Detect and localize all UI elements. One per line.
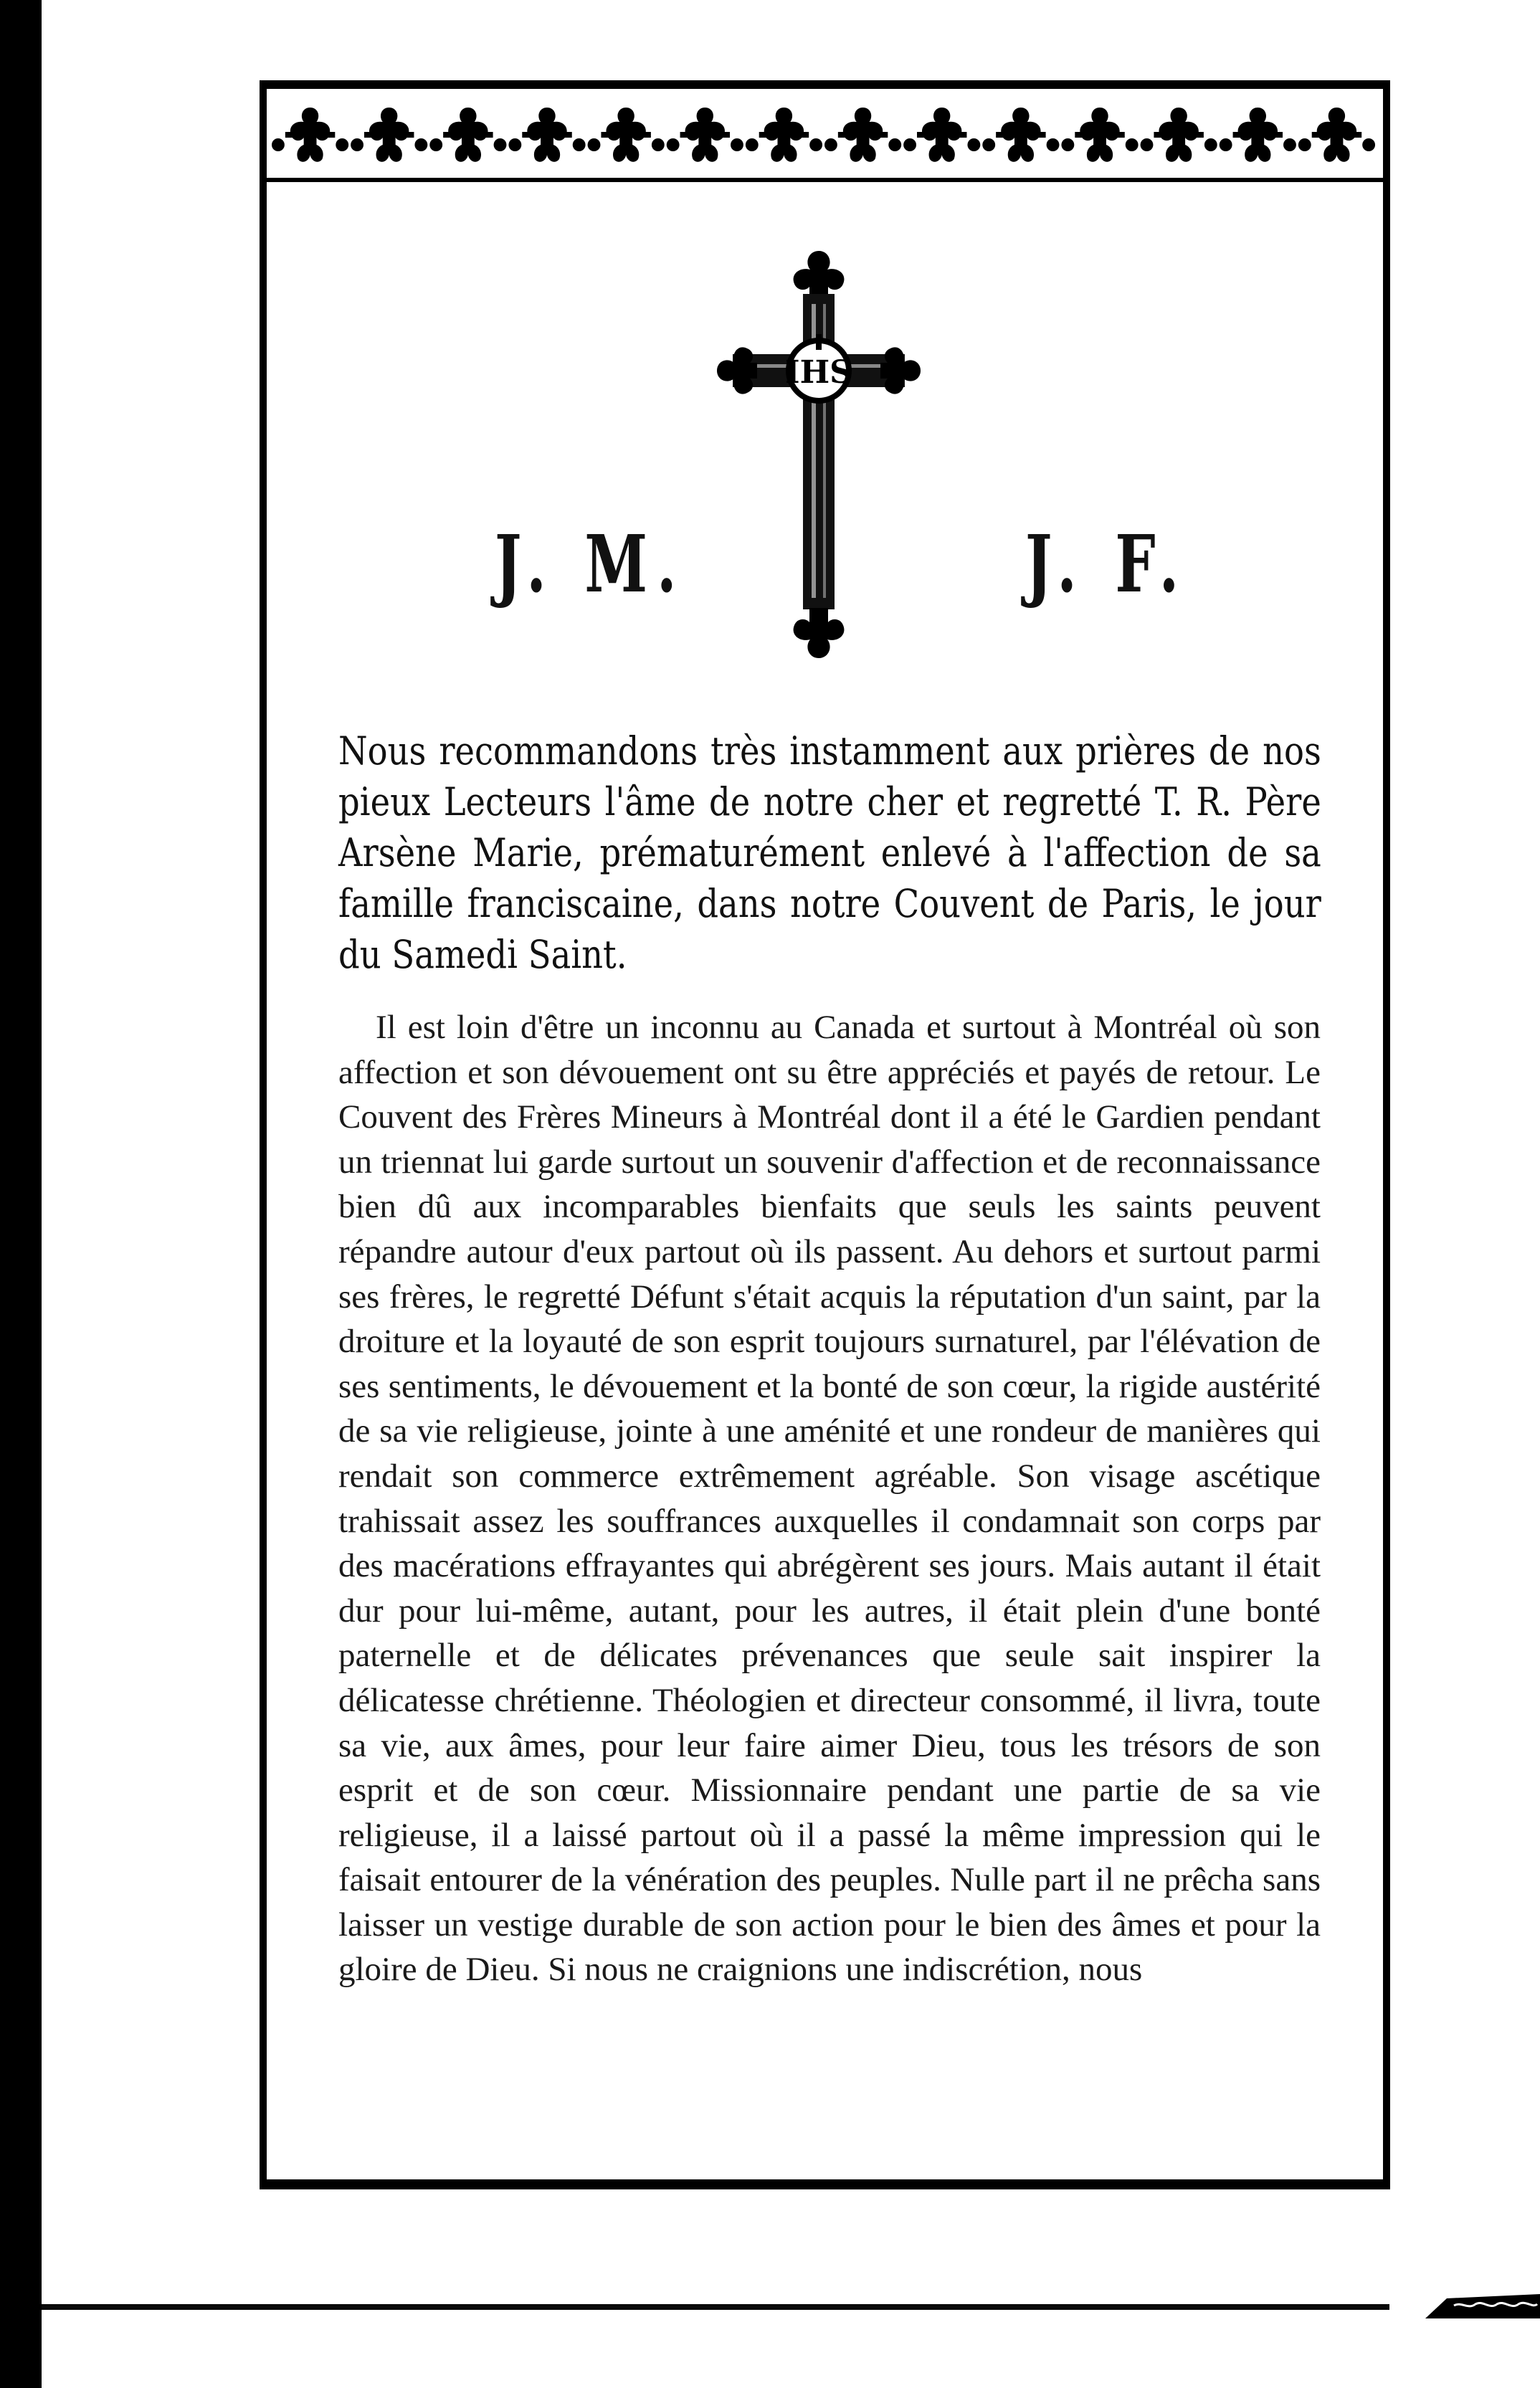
monogram-jf: J. F. <box>1025 518 1189 610</box>
fleur-border-icon <box>271 100 1379 169</box>
memorial-frame <box>260 80 1390 2189</box>
scan-smudge-icon <box>1425 2294 1540 2318</box>
ornament-under-rule <box>267 178 1383 182</box>
fleur-ornament-band <box>271 100 1379 169</box>
monogram-jm: J. M. <box>495 518 686 610</box>
ornate-cross-icon <box>704 238 933 668</box>
scan-bottom-strip <box>42 2294 1540 2318</box>
svg-text:IHS: IHS <box>785 354 852 391</box>
scan-edge-bar <box>0 0 42 2388</box>
intro-paragraph: Nous recommandons très instamment aux prières de nos pieux Lecteurs l'âme de notre cher et regretté T. R. Père Arsène Marie, prématurément enlevé à l'affection de sa famille franciscaine, dans notre Couvent de Paris, le jour du Samedi Saint. <box>338 728 1321 977</box>
obituary-body: Il est loin d'être un inconnu au Canada et surtout à Montréal où son affection et son dévouement ont su être appréciés et payés de retour. Le Couvent des Frères Mineurs à Montréal dont il a été le Gardien pendant un triennat lui garde surtout un souvenir d'affection et de reconnaissance bien dû aux incomparables bienfaits que seuls les saints peuvent répandre autour d'eux partout où ils passent. Au dehors et surtout parmi ses frères, le regretté Défunt s'était acquis la réputation d'un saint, par la droiture et la loyauté de son esprit toujours surnaturel, par l'élévation de ses sentiments, le dévouement et la bonté de son cœur, la rigide austérité de sa vie religieuse, jointe à une aménité et une rondeur de manières qui rendait son commerce extrêmement agréable. Son visage ascétique trahissait assez les souffrances auxquelles il condamnait son corps par des macérations effrayantes qui abrégèrent ses jours. Mais autant il était dur pour lui-même, autant, pour les autres, il était plein d'une bonté paternelle et de délicates prévenances que seule sait inspirer la délicatesse chrétienne. Théologien et directeur consommé, il livra, toute sa vie, aux âmes, pour leur faire aimer Dieu, tous les trésors de son esprit et de son cœur. Missionnaire pendant une partie de sa vie religieuse, il a laissé partout où il a passé la même impression qui le faisait entourer de la vénération des peuples. Nulle part il ne prêcha sans laisser un vestige durable de son action pour le bien des âmes et pour la gloire de Dieu. Si nous ne craignions une indiscrétion, nous <box>338 1009 1321 1989</box>
frame-top-rule <box>267 80 1383 89</box>
memorial-header <box>267 238 1383 668</box>
scan-bottom-line <box>42 2304 1389 2310</box>
